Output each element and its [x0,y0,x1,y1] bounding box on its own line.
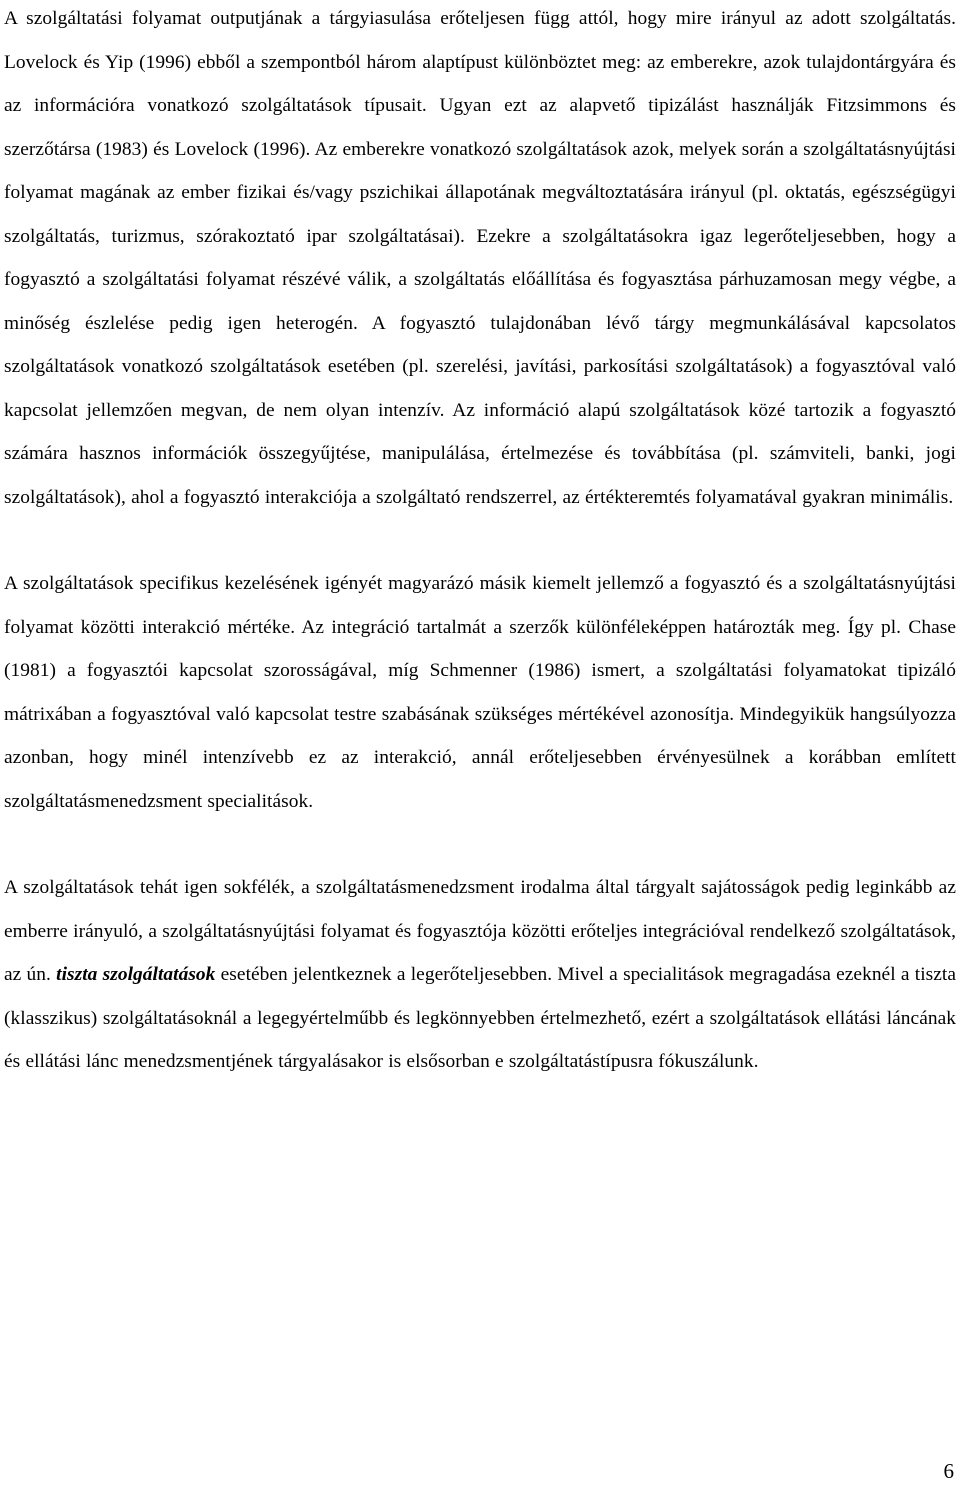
document-page [4,0,956,1084]
emphasized-term: tiszta szolgáltatások [56,964,216,985]
paragraph-customer-interaction: A szolgáltatások specifikus kezelésének igényét magyarázó másik kiemelt jellemző a fogyasztó és a szolgáltatásnyújtási folyamat közötti interakció mértéke. Az integráció tartalmát a szerzők különféleképpen határozták meg. Így pl. Chase (1981) a fogyasztói kapcsolat szorosságával, míg Schmenner (1986) ismert, a szolgáltatási folyamatokat tipizáló mátrixában a fogyasztóval való kapcsolat testre szabásának szükséges mértékével azonosítja. Mindegyikük hangsúlyozza azonban, hogy minél intenzívebb ez az interakció, annál erőteljesebben érvényesülnek a korábban említett szolgáltatásmenedzsment specialitások. [4,573,956,812]
paragraph-text-before: A szolgáltatások tehát igen sokfélék, a szolgáltatásmenedzsment irodalma által tárgyalt sajátosságok pedig leginkább az emberre irányuló, a szolgáltatásnyújtási folyamat és fogyasztója közötti erőteljes integrációval rendelkező szolgáltatások, az ún. [4,877,956,985]
paragraph-text-after: esetében jelentkeznek a legerőteljesebben. Mivel a specialitások megragadása ezeknél a tiszta (klasszikus) szolgáltatásoknál a legegyértelműbb és legkönnyebben értelmezhető, ezért a szolgáltatások ellátási láncának és ellátási lánc menedzsmentjének tárgyalásakor is elsősorban e szolgáltatástípusra fókuszálunk. [4,964,956,1072]
page-number: 6 [943,1459,954,1483]
paragraph-service-types: A szolgáltatási folyamat outputjának a tárgyiasulása erőteljesen függ attól, hogy mire irányul az adott szolgáltatás. Lovelock és Yip (1996) ebből a szempontból három alaptípust különböztet meg: az emberekre, azok tulajdontárgyára és az információra vonatkozó szolgáltatások típusait. Ugyan ezt az alapvető tipizálást használják Fitzsimmons és szerzőtársa (1983) és Lovelock (1996). Az emberekre vonatkozó szolgáltatások azok, melyek során a szolgáltatásnyújtási folyamat magának az ember fizikai és/vagy pszichikai állapotának megváltoztatására irányul (pl. oktatás, egészségügyi szolgáltatás, turizmus, szórakoztató ipar szolgáltatásai). Ezekre a szolgáltatásokra igaz legerőteljesebben, hogy a fogyasztó a szolgáltatási folyamat részévé válik, a szolgáltatás előállítása és fogyasztása párhuzamosan megy végbe, a minőség észlelése pedig igen heterogén. A fogyasztó tulajdonában lévő tárgy megmunkálásával kapcsolatos szolgáltatások vonatkozó szolgáltatások esetében (pl. szerelési, javítási, parkosítási szolgáltatások) a fogyasztóval való kapcsolat jellemzően megvan, de nem olyan intenzív. Az információ alapú szolgáltatások közé tartozik a fogyasztó számára hasznos információk összegyűjtése, manipulálása, értelmezése és továbbítása (pl. számviteli, banki, jogi szolgáltatások), ahol a fogyasztó interakciója a szolgáltató rendszerrel, az értékteremtés folyamatával gyakran minimális. [4,8,956,508]
paragraph-pure-services [4,866,956,1084]
